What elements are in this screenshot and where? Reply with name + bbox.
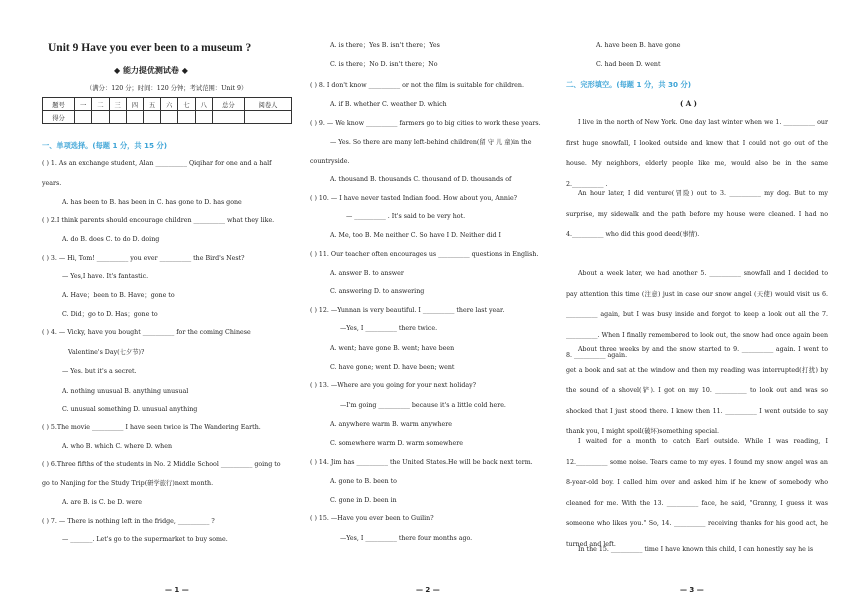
score-cell[interactable]: [178, 111, 195, 124]
question-line: A. anywhere warm B. warm anywhere: [330, 421, 452, 428]
question-line: A. if B. whether C. weather D. which: [330, 101, 447, 108]
question-line: —Yes, I __________ there four months ago.: [340, 535, 473, 542]
cloze-paragraph: In the 15. __________ time I have known this child, I can honestly say he is: [578, 546, 814, 553]
question-line: A. nothing unusual B. anything unusual: [62, 388, 189, 395]
question-line: ( ) 15. —Have you ever been to Guilin?: [310, 515, 434, 522]
question-line: —Yes, I __________ there twice.: [340, 325, 438, 332]
question-option-line: C. had been D. went: [596, 61, 661, 68]
score-cell[interactable]: [109, 111, 126, 124]
cloze-paragraph: I live in the north of New York. One day last winter when we 1. __________ our first huge snowfall, I looked outside and knew that I could not go out of the house. My neighbors, elderly people like me, would also be in the same 2.__________ .: [566, 119, 828, 188]
score-table-row-label: 得分: [43, 111, 75, 124]
page-number: — 3 —: [680, 586, 704, 594]
question-line: A. Have；been to B. Have；gone to: [62, 292, 175, 299]
question-line: — _______. Let's go to the supermarket to buy some.: [62, 536, 228, 543]
question-line: C. unusual something D. unusual anything: [62, 406, 198, 413]
question-line: C. have gone; went D. have been; went: [330, 364, 455, 371]
question-line: C. Did；go to D. Has；gone to: [62, 311, 158, 318]
score-table-header-cell: 四: [126, 98, 143, 111]
score-cell[interactable]: [161, 111, 178, 124]
question-line: — __________ . It's said to be very hot.: [346, 213, 466, 220]
passage-label: ( A ): [680, 99, 697, 108]
score-cell[interactable]: [75, 111, 92, 124]
score-table-header-cell: 总分: [212, 98, 244, 111]
question-line: ( ) 9. — We know __________ farmers go to big cities to work these years.: [310, 120, 541, 127]
score-cell[interactable]: [143, 111, 160, 124]
section-title-single-choice: 一、单项选择。(每题 1 分，共 15 分): [42, 141, 168, 150]
cloze-paragraph: About a week later, we had another 5. __________ snowfall and I decided to pay attention this time (注意) just in case our snow angel (天使) would visit us 6. __________ again, but I was busy inside and forgot to keep a look out all the 7. __________. When I finally remembered to look out, the snow had once again been 8. __________ again.: [566, 270, 828, 359]
question-line: ( ) 5.The movie __________ I have seen twice is The Wandering Earth.: [42, 424, 261, 431]
question-line: ( ) 10. — I have never tasted Indian food. How about you, Annie?: [310, 195, 518, 202]
question-line: A. who B. which C. where D. when: [62, 443, 173, 450]
question-line: ( ) 6.Three fifths of the students in No. 2 Middle School __________ going to: [42, 461, 281, 468]
question-line: ( ) 12. —Yunnan is very beautiful. I __________ there last year.: [310, 307, 505, 314]
score-cell[interactable]: [195, 111, 212, 124]
page-number: — 1 —: [165, 586, 189, 594]
cloze-paragraph: An hour later, I did venture(冒险) out to 3. __________ my dog. But to my surprise, my sidewalk and the path before my house were cleaned. I had no 4.__________ who did this good deed(事情).: [566, 190, 828, 238]
score-table-header-cell: 八: [195, 98, 212, 111]
question-line: years.: [42, 180, 62, 187]
question-line: — Yes,I have. It's fantastic.: [62, 273, 149, 280]
page-number: — 2 —: [416, 586, 440, 594]
score-table-header-row: [43, 98, 292, 111]
question-line: ( ) 7. — There is nothing left in the fridge, __________ ?: [42, 518, 215, 525]
question-line: A. thousand B. thousands C. thousand of D. thousands of: [330, 176, 512, 183]
question-line: ( ) 3. — Hi, Tom! __________ you ever __________ the Bird's Nest?: [42, 255, 245, 262]
question-line: A. gone to B. been to: [330, 478, 397, 485]
question-line: ( ) 1. As an exchange student, Alan __________ Qiqihar for one and a half: [42, 160, 272, 167]
question-line: A. answer B. to answer: [330, 270, 404, 277]
question-line: ( ) 11. Our teacher often encourages us __________ questions in English.: [310, 251, 539, 258]
question-line: ( ) 14. Jim has __________ the United States.He will be back next term.: [310, 459, 533, 466]
score-table-header-cell: 五: [143, 98, 160, 111]
score-cell[interactable]: [92, 111, 109, 124]
section-title-cloze: 二、完形填空。(每题 1 分，共 30 分): [566, 80, 692, 89]
page-1: [38, 0, 296, 608]
cloze-paragraph: I waited for a month to catch Earl outside. While I was reading, I 12.__________ some noise. Tears came to my eyes. I found my snow angel was an 8-year-old boy. I called him over and asked him if he knew of somebody who cleaned for me. With the 13. __________ face, he said, "Granny, I guess it was someone who likes you." So, 14. __________ receiving thanks for his good act, he turned and left.: [566, 438, 828, 548]
score-table-header-cell: 二: [92, 98, 109, 111]
question-line: go to Nanjing for the Study Trip(研学旅行)next month.: [42, 480, 214, 487]
question-line: A. Me, too B. Me neither C. So have I D. Neither did I: [330, 232, 502, 239]
score-table-header-cell: 七: [178, 98, 195, 111]
score-table-header-cell: 三: [109, 98, 126, 111]
question-line: — Yes. So there are many left-behind children(留 守 儿 童)in the: [330, 139, 532, 146]
cloze-paragraph: About three weeks by and the snow started to 9. __________ again. I went to get a book and sat at the window and then my reading was interrupted(打扰) by the sound of a shovel(铲). I got on my 10. __________ to look out and was so shocked that I just stood there. I knew then 11. __________ I went outside to say thank you, I might spoil(破坏)something special.: [566, 346, 828, 435]
question-line: A. do B. does C. to do D. doing: [62, 236, 160, 243]
question-line: — Yes. but it's a secret.: [62, 368, 137, 375]
question-line: C. is there；No D. isn't there；No: [330, 61, 438, 68]
question-line: —I'm going __________ because it's a little cold here.: [340, 402, 506, 409]
exam-info: （满分：120 分；时间：120 分钟；考试范围：Unit 9）: [86, 85, 248, 92]
question-line: A. is there；Yes B. isn't there；Yes: [330, 42, 440, 49]
question-line: ( ) 8. I don't know __________ or not the film is suitable for children.: [310, 82, 524, 89]
page-3: [566, 0, 828, 608]
page-subtitle: ◆ 能力提优测试卷 ◆: [114, 66, 188, 75]
score-table-score-row: [43, 111, 292, 124]
question-line: C. somewhere warm D. warm somewhere: [330, 440, 463, 447]
question-line: ( ) 4. — Vicky, have you bought __________ for the coming Chinese: [42, 329, 251, 336]
score-cell[interactable]: [244, 111, 291, 124]
page-2: [310, 0, 558, 608]
page-title: Unit 9 Have you ever been to a museum ?: [48, 42, 252, 54]
score-cell[interactable]: [212, 111, 244, 124]
question-line: C. answering D. to answering: [330, 288, 425, 295]
question-line: Valentine's Day(七夕节)?: [68, 349, 145, 356]
question-line: A. has been to B. has been in C. has gone to D. has gone: [62, 199, 242, 206]
question-line: A. are B. is C. be D. were: [62, 499, 142, 506]
question-line: A. went; have gone B. went; have been: [330, 345, 455, 352]
score-table: [42, 97, 292, 124]
score-table-header-cell: 阅卷人: [244, 98, 291, 111]
question-line: C. gone in D. been in: [330, 497, 397, 504]
question-line: ( ) 2.I think parents should encourage children __________ what they like.: [42, 217, 275, 224]
score-table-header-cell: 六: [161, 98, 178, 111]
score-cell[interactable]: [126, 111, 143, 124]
question-line: countryside.: [310, 158, 350, 165]
question-option-line: A. have been B. have gone: [596, 42, 681, 49]
score-table-header-cell: 题号: [43, 98, 75, 111]
score-table-header-cell: 一: [75, 98, 92, 111]
question-line: ( ) 13. —Where are you going for your next holiday?: [310, 382, 477, 389]
